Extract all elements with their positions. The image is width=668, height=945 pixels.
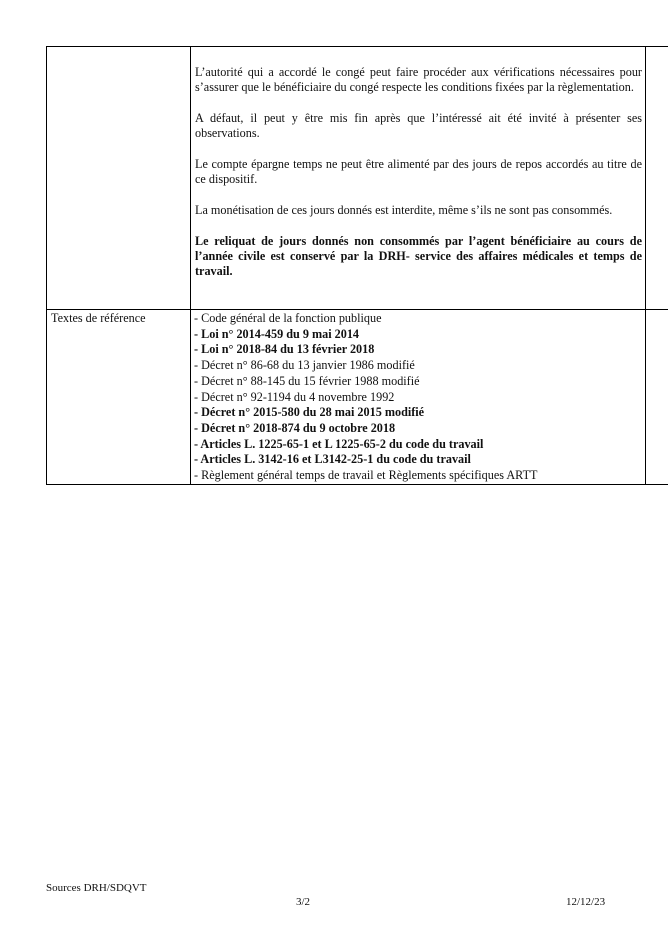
reference-item: - Loi n° 2018-84 du 13 février 2018: [194, 342, 375, 357]
paragraph-cet: Le compte épargne temps ne peut être alimenté par des jours de repos accordés au titre de ce dispositif.: [195, 157, 642, 186]
references-label: Textes de référence: [47, 310, 191, 485]
references-list: [191, 310, 646, 485]
reference-item: - Décret n° 2015-580 du 28 mai 2015 modifié: [194, 405, 425, 420]
paragraph-end-of-leave: A défaut, il peut y être mis fin après que l’intéressé ait été invité à présenter ses observations.: [195, 111, 642, 140]
extra-cell: [646, 310, 668, 485]
page-number: 3/2: [296, 896, 311, 908]
table-row: [47, 47, 668, 310]
paragraph-verification: L’autorité qui a accordé le congé peut faire procéder aux vérifications nécessaires pour s’assurer que le bénéficiaire du congé respecte les conditions fixées par la règlementation.: [195, 65, 642, 94]
extra-cell: [646, 47, 668, 310]
reference-item: - Décret n° 92-1194 du 4 novembre 1992: [194, 389, 395, 404]
reference-item: - Loi n° 2014-459 du 9 mai 2014: [194, 326, 360, 341]
reference-item: - Règlement général temps de travail et Règlements spécifiques ARTT: [194, 468, 538, 483]
paragraph-monetisation: La monétisation de ces jours donnés est interdite, même s’ils ne sont pas consommés.: [195, 203, 613, 217]
reference-item: - Décret n° 88-145 du 15 février 1988 modifié: [194, 373, 420, 388]
reference-item: - Articles L. 1225-65-1 et L 1225-65-2 du code du travail: [194, 436, 484, 451]
reference-item: - Code général de la fonction publique: [194, 311, 382, 325]
footer-source: Sources DRH/SDQVT: [46, 882, 147, 894]
reference-item: - Décret n° 86-68 du 13 janvier 1986 modifié: [194, 358, 415, 373]
document-table: [46, 46, 668, 485]
reference-item: - Articles L. 3142-16 et L3142-25-1 du code du travail: [194, 452, 471, 467]
empty-label-cell: [47, 47, 191, 310]
paragraph-reliquat: Le reliquat de jours donnés non consommés par l’agent bénéficiaire au cours de l’année civile est conservé par la DRH- service des affaires médicales et temps de travail.: [195, 234, 642, 278]
footer-date: 12/12/23: [566, 896, 606, 908]
reference-item: - Décret n° 2018-874 du 9 octobre 2018: [194, 420, 396, 435]
table-row: [47, 310, 668, 485]
content-cell: [191, 47, 646, 310]
